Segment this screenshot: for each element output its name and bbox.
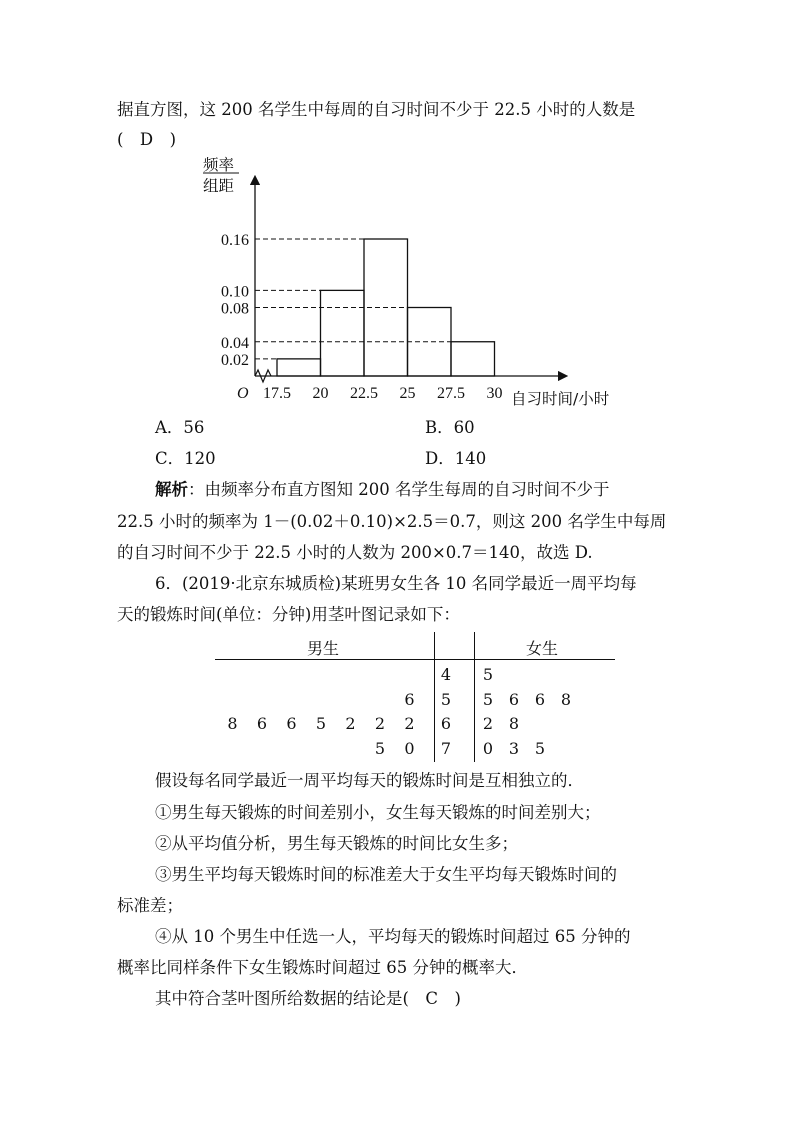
stemleaf-row (215, 737, 615, 761)
statement-4-line1: ④从 10 个男生中任选一人，平均每天的锻炼时间超过 65 分钟的 (155, 927, 631, 946)
female-leaf: 2 (482, 714, 494, 733)
x-axis-label: 自习时间/小时 (511, 390, 610, 408)
analysis-text: ：由频率分布直方图知 200 名学生每周的自习时间不少于 (188, 480, 610, 499)
stem-value: 6 (440, 714, 452, 733)
x-tick-label-1: 20 (312, 385, 329, 402)
origin-label: O (237, 385, 249, 402)
q6-line2: 天的锻炼时间(单位：分钟)用茎叶图记录如下： (117, 605, 460, 624)
x-tick-label-4: 27.5 (437, 385, 465, 402)
analysis-label: 解析 (155, 480, 188, 499)
stemleaf-left-header: 男生 (307, 639, 340, 658)
histogram-bar-1 (321, 290, 365, 376)
male-leaf: 0 (404, 738, 415, 758)
female-leaf: 8 (560, 689, 572, 709)
female-leaf: 3 (508, 738, 520, 758)
stemleaf-row (215, 663, 615, 687)
male-leaf: 2 (374, 714, 386, 733)
statement-3-line2: 标准差； (117, 896, 183, 915)
q6-question: 其中符合茎叶图所给数据的结论是( C ) (155, 989, 461, 1008)
female-leaf: 5 (482, 689, 494, 709)
male-leaf: 2 (404, 714, 415, 733)
statement-2: ②从平均值分析，男生每天锻炼的时间比女生多； (155, 834, 518, 853)
y-tick-label-1: 0.04 (221, 334, 249, 352)
q6-line1: 6．(2019·北京东城质检)某班男女生各 10 名同学最近一周平均每 (155, 574, 637, 593)
option-b: B．60 (425, 418, 475, 437)
male-leaf: 6 (256, 714, 268, 733)
q5-stem-line1: 据直方图，这 200 名学生中每周的自习时间不少于 22.5 小时的人数是 (117, 100, 636, 119)
x-tick-label-3: 25 (399, 385, 416, 402)
histogram-bar-4 (451, 342, 495, 376)
male-leaf: 6 (404, 689, 415, 709)
stem-value: 4 (440, 665, 452, 684)
histogram-bar-3 (408, 308, 452, 377)
male-leaf: 6 (286, 714, 297, 733)
x-tick-label-0: 17.5 (263, 385, 291, 402)
y-tick-label-4: 0.16 (221, 232, 249, 249)
y-tick-label-0: 0.02 (221, 351, 249, 369)
x-tick-label-5: 30 (486, 385, 503, 402)
analysis-line1 (155, 478, 609, 502)
stemleaf-right-header: 女生 (526, 639, 559, 658)
statement-1: ①男生每天锻炼的时间差别小，女生每天锻炼的时间差别大； (155, 803, 601, 822)
stem-value: 5 (440, 689, 452, 709)
statement-3-line1: ③男生平均每天锻炼时间的标准差大于女生平均每天锻炼时间的 (155, 865, 617, 884)
stem-value: 7 (440, 738, 452, 758)
stemleaf-row (215, 688, 615, 712)
male-leaf: 2 (345, 714, 356, 733)
female-leaf: 6 (508, 689, 520, 709)
option-c: C．120 (155, 449, 216, 468)
statement-4-line2: 概率比同样条件下女生锻炼时间超过 65 分钟的概率大． (117, 958, 528, 977)
option-a: A．56 (155, 418, 205, 437)
female-leaf: 5 (534, 738, 546, 758)
analysis-line3: 的自习时间不少于 22.5 小时的人数为 200×0.7＝140，故选 D. (117, 543, 593, 562)
female-leaf: 0 (482, 738, 494, 758)
histogram-bar-0 (277, 359, 321, 376)
male-leaf: 8 (227, 714, 238, 733)
analysis-line2: 22.5 小时的频率为 1－(0.02＋0.10)×2.5＝0.7，则这 200 名学生中每周 (117, 512, 667, 531)
stemleaf-header-rule (215, 659, 615, 660)
female-leaf: 6 (534, 689, 546, 709)
y-tick-label-3: 0.10 (221, 283, 249, 301)
y-tick-label-2: 0.08 (221, 300, 249, 318)
frequency-histogram (195, 152, 645, 408)
female-leaf: 5 (482, 665, 494, 684)
option-d: D．140 (425, 449, 487, 468)
x-tick-label-2: 22.5 (350, 385, 378, 402)
female-leaf: 8 (508, 714, 520, 733)
stemleaf-row (215, 712, 615, 736)
stem-leaf-plot (215, 632, 615, 762)
q6-assumption: 假设每名同学最近一周平均每天的锻炼时间是互相独立的． (155, 771, 584, 790)
male-leaf: 5 (315, 714, 327, 733)
male-leaf: 5 (374, 738, 386, 758)
y-axis-label-top: 频率 (203, 156, 235, 174)
q5-answer-bracket: ( D ) (117, 130, 177, 149)
y-axis-label-bottom: 组距 (203, 177, 235, 195)
